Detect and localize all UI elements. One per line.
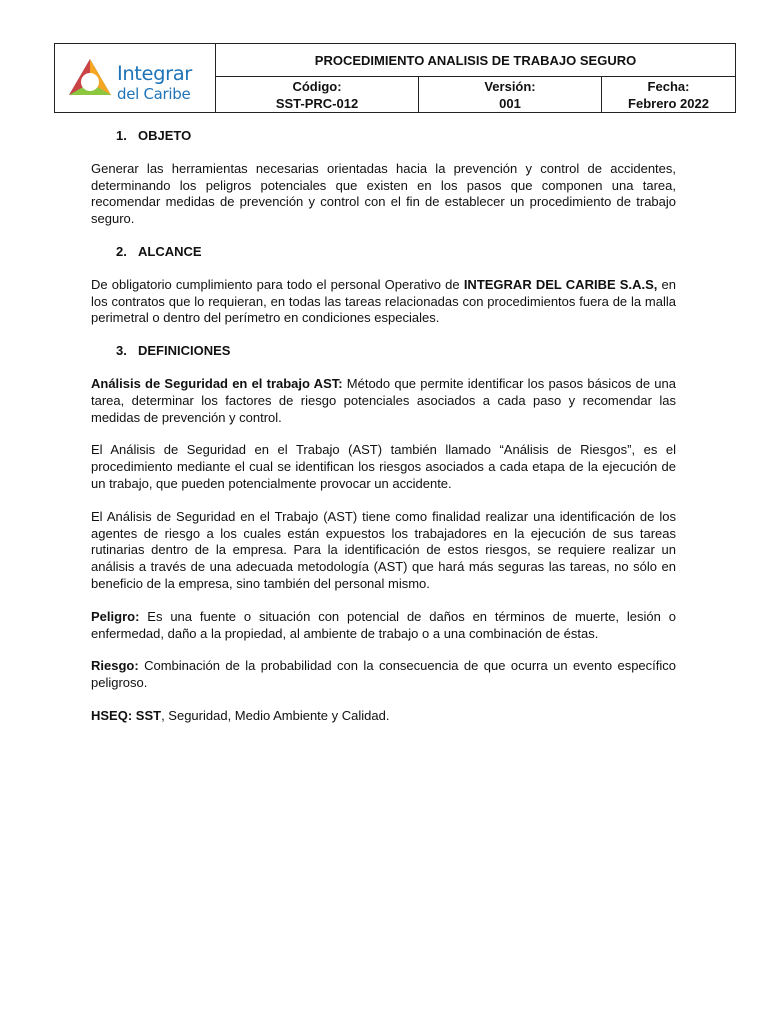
definition-term: Peligro: (91, 608, 140, 624)
alcance-text-before: De obligatorio cumplimiento para todo el personal Operativo de (91, 276, 464, 292)
definition-riesgo (91, 658, 676, 692)
alcance-paragraph (91, 277, 676, 327)
definition-ast (91, 376, 676, 426)
company-name: INTEGRAR DEL CARIBE S.A.S, (463, 276, 658, 292)
definition-text: Método que permite identificar los pasos básicos de una tarea, determinar los factores de riesgo potenciales asociados a cada paso y recomendar las medidas de prevención y control. (91, 375, 676, 425)
definition-peligro (91, 609, 676, 643)
logo-mark-icon (67, 57, 113, 103)
definition-text: , Seguridad, Medio Ambiente y Calidad. (161, 707, 390, 723)
fecha-label: Fecha: (647, 78, 690, 94)
section-title: OBJETO (138, 128, 192, 143)
definition-text: Es una fuente o situación con potencial de daños en términos de muerte, lesión o enfermedad, daño a la propiedad, al ambiente de trabajo o a una combinación de éstas. (91, 608, 676, 641)
codigo-value: SST-PRC-012 (275, 95, 359, 111)
alcance-text-after: en los contratos que lo requieran, en todas las tareas relacionadas con procedimientos fuera de la malla perimetral o dentro del perímetro en condiciones especiales. (91, 276, 677, 326)
document-header (54, 43, 736, 113)
codigo-label: Código: (292, 78, 342, 94)
section-heading-alcance (91, 244, 676, 261)
section-number: 3. (116, 343, 127, 359)
document-title: PROCEDIMIENTO ANALISIS DE TRABAJO SEGURO (216, 44, 736, 77)
definition-text: Combinación de la probabilidad con la consecuencia de que ocurra un evento específico peligroso. (91, 658, 676, 691)
document-body (91, 128, 676, 741)
logo-text-line2: del Caribe (117, 84, 191, 103)
logo-cell (55, 44, 216, 113)
fecha-value: Febrero 2022 (628, 95, 709, 111)
section-number: 2. (116, 243, 127, 259)
codigo-cell (216, 77, 419, 113)
version-cell (419, 77, 602, 113)
definition-term: HSEQ: SST (91, 707, 162, 723)
definition-hseq (91, 708, 676, 725)
definition-term: Análisis de Seguridad en el trabajo AST: (91, 375, 343, 391)
section-number: 1. (116, 128, 127, 143)
section-heading-definiciones (91, 343, 676, 360)
definition-term: Riesgo: (91, 658, 139, 674)
fecha-cell (602, 77, 736, 113)
ast-paragraph-3: El Análisis de Seguridad en el Trabajo (AST) tiene como finalidad realizar una identificación de los agentes de riesgo a los cuales están expuestos los trabajadores en la ejecución de sus tareas rutinarias dentro de la empresa. Para la identificación de estos riesgos, se requiere realizar un análisis a través de una adecuada metodología (AST) que hará más seguras las tareas, no sólo en beneficio de la empresa, sino también del personal mismo. (91, 508, 676, 591)
company-logo (55, 45, 215, 112)
section-title: DEFINICIONES (138, 343, 231, 359)
section-heading-objeto (91, 128, 676, 145)
ast-paragraph-2: El Análisis de Seguridad en el Trabajo (AST) también llamado “Análisis de Riesgos”, es el procedimiento mediante el cual se identifican los riesgos asociados a cada etapa de la ejecución de un trabajo, que pueden potencialmente provocar un accidente. (91, 442, 676, 491)
logo-text-line1: Integrar (117, 61, 192, 85)
version-label: Versión: (484, 78, 536, 94)
version-value: 001 (499, 95, 521, 111)
objeto-paragraph: Generar las herramientas necesarias orientadas hacia la prevención y control de accidentes, determinando los peligros potenciales que existen en los pasos que componen una tarea, recomendar medidas de prevención y control con el fin de establecer un procedimiento de trabajo seguro. (91, 160, 676, 227)
section-title: ALCANCE (138, 243, 202, 259)
